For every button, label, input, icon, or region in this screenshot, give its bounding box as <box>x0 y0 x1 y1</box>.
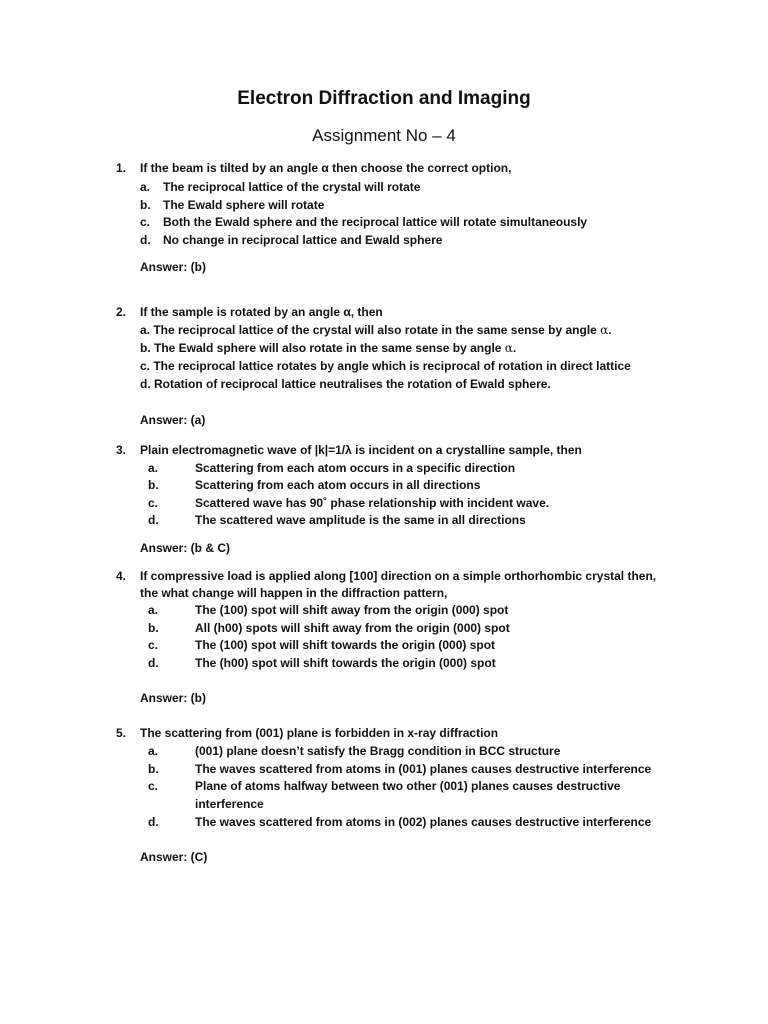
option-letter: c. <box>148 779 159 793</box>
question-text: If compressive load is applied along [100] direction on a simple orthorhombic crystal then, the what change will happen in the diffraction pattern, <box>140 569 657 600</box>
question-text: The scattering from (001) plane is forbidden in x-ray diffraction <box>140 726 499 740</box>
option-text: Scattering from each atom occurs in a specific direction <box>195 461 516 475</box>
assignment-subtitle: Assignment No – 4 <box>312 126 456 145</box>
option-line: c. The reciprocal lattice rotates by angle which is reciprocal of rotation in direct lattice <box>140 359 631 373</box>
option-line <box>140 322 700 338</box>
option-letter: b. <box>148 621 159 635</box>
option-line <box>140 340 700 356</box>
alpha-symbol: α <box>504 341 513 355</box>
option-text: a. The reciprocal lattice of the crystal will also rotate in the same sense by angle <box>140 323 601 337</box>
question-number: 3. <box>116 443 127 457</box>
option-text: No change in reciprocal lattice and Ewald sphere <box>163 233 443 247</box>
option-text: The Ewald sphere will rotate <box>163 198 325 212</box>
option-letter: d. <box>140 233 151 247</box>
answer-text: Answer: (b) <box>140 691 206 705</box>
option-text: The reciprocal lattice of the crystal will rotate <box>163 180 421 194</box>
option-text: The waves scattered from atoms in (001) planes causes destructive interference <box>195 762 652 776</box>
question-text: If the sample is rotated by an angle α, then <box>140 305 383 319</box>
answer-text: Answer: (C) <box>140 850 208 864</box>
option-text: The (100) spot will shift away from the origin (000) spot <box>195 603 509 617</box>
option-letter: a. <box>148 744 159 758</box>
answer-text: Answer: (b) <box>140 260 206 274</box>
option-end: . <box>512 341 517 355</box>
option-end: . <box>608 323 612 337</box>
option-letter: d. <box>148 513 159 527</box>
question-number: 1. <box>116 161 127 175</box>
option-letter: b. <box>148 478 159 492</box>
option-text: The (h00) spot will shift towards the origin (000) spot <box>195 656 496 670</box>
option-text: All (h00) spots will shift away from the origin (000) spot <box>195 621 510 635</box>
option-text: b. The Ewald sphere will also rotate in the same sense by angle <box>140 341 505 355</box>
answer-text: Answer: (b & C) <box>140 541 230 555</box>
option-line: d. Rotation of reciprocal lattice neutralises the rotation of Ewald sphere. <box>140 377 551 391</box>
option-letter: a. <box>148 461 159 475</box>
option-letter: d. <box>148 656 159 670</box>
option-letter: b. <box>140 198 151 212</box>
option-letter: c. <box>148 496 159 510</box>
document-title: Electron Diffraction and Imaging <box>237 88 531 109</box>
question-number: 5. <box>116 726 127 740</box>
option-text: Both the Ewald sphere and the reciprocal lattice will rotate simultaneously <box>163 215 588 229</box>
option-text: The scattered wave amplitude is the same in all directions <box>195 513 526 527</box>
option-text: (001) plane doesn’t satisfy the Bragg condition in BCC structure <box>195 744 561 758</box>
question-text: Plain electromagnetic wave of |k|=1/λ is incident on a crystalline sample, then <box>140 443 582 457</box>
question-text: If the beam is tilted by an angle α then choose the correct option, <box>140 161 512 175</box>
question-number: 2. <box>116 305 127 319</box>
option-letter: a. <box>140 180 151 194</box>
option-text: Scattered wave has 90˚ phase relationship with incident wave. <box>195 496 550 510</box>
option-text: The waves scattered from atoms in (002) planes causes destructive interference <box>195 815 652 829</box>
option-letter: a. <box>148 603 159 617</box>
alpha-symbol: α <box>600 323 609 337</box>
option-letter: b. <box>148 762 159 776</box>
option-text: Scattering from each atom occurs in all directions <box>195 478 481 492</box>
option-letter: c. <box>140 215 151 229</box>
answer-text: Answer: (a) <box>140 413 206 427</box>
option-text: Plane of atoms halfway between two other (001) planes causes destructive interference <box>195 779 621 811</box>
option-letter: c. <box>148 638 159 652</box>
option-letter: d. <box>148 815 159 829</box>
question-number: 4. <box>116 569 127 583</box>
option-text: The (100) spot will shift towards the origin (000) spot <box>195 638 496 652</box>
